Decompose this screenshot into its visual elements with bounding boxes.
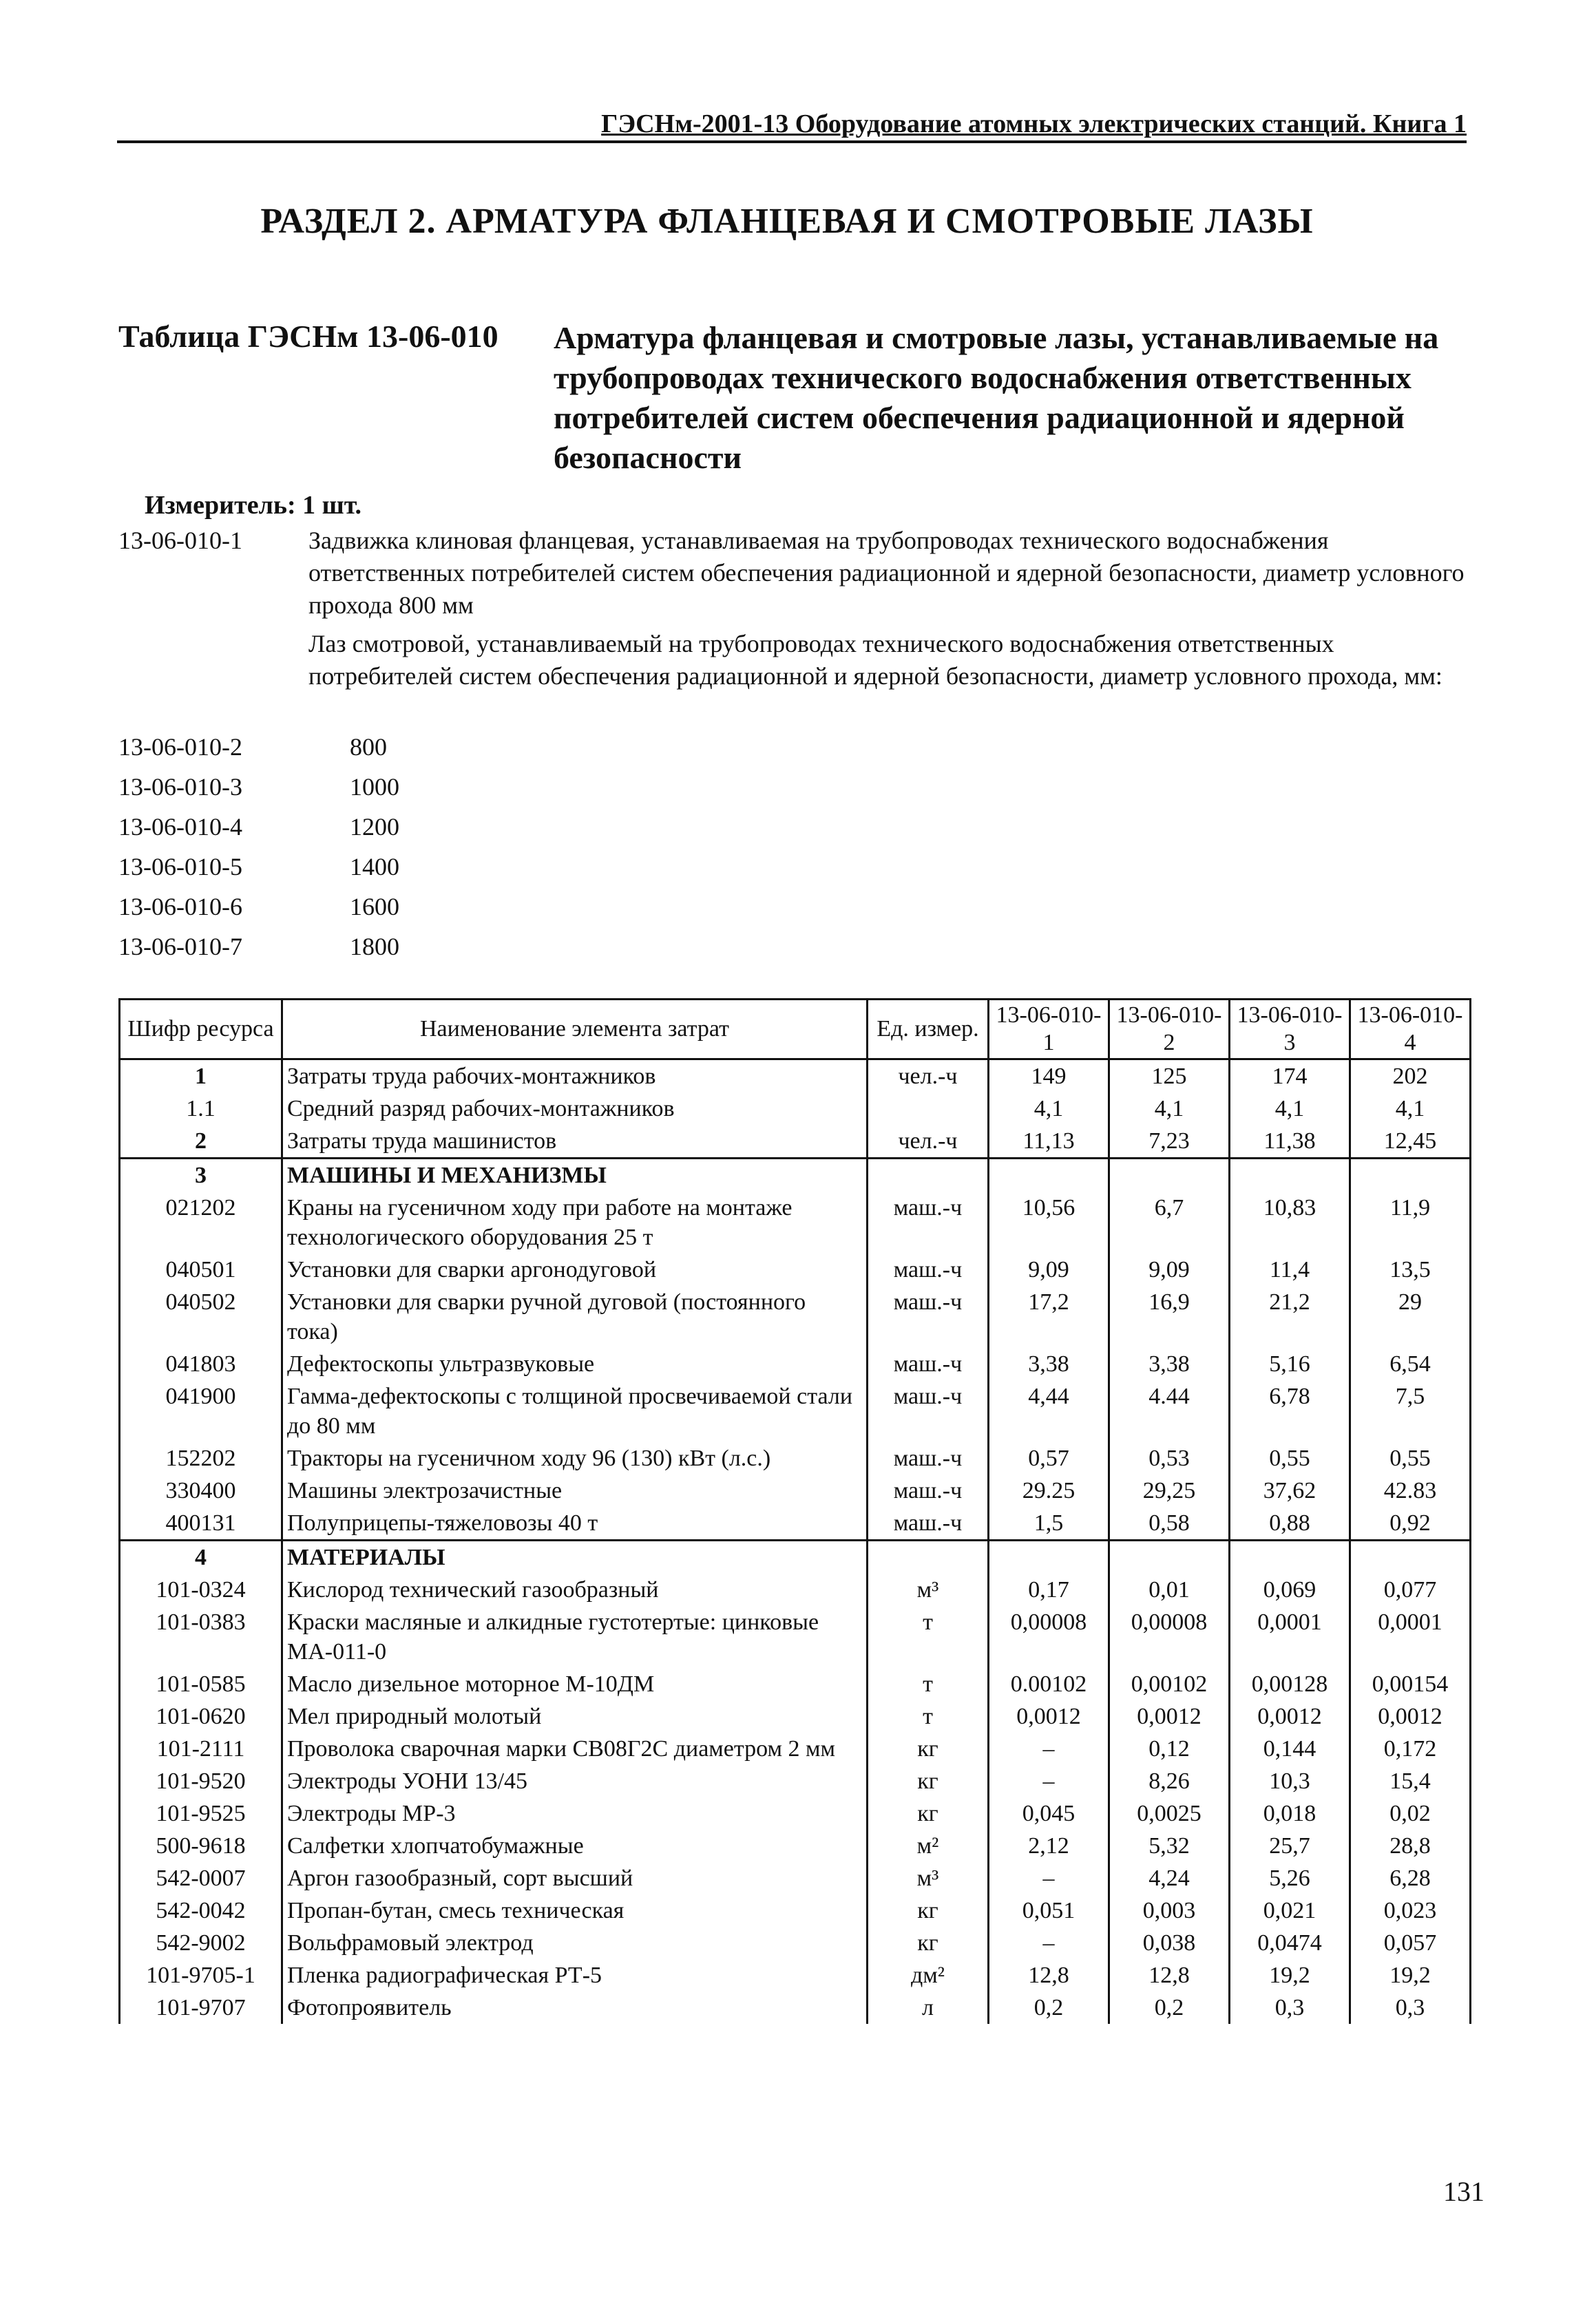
cell-norm-3: 25,7 [1230,1830,1350,1862]
cell-norm-3: 5,16 [1230,1348,1350,1380]
cell-norm-3: 4,1 [1230,1092,1350,1125]
item-code: 13-06-010-4 [118,813,242,841]
cell-norm-4: 0,55 [1350,1442,1471,1475]
cell-norm-4: 0,0001 [1350,1606,1471,1668]
cell-norm-3: 11,4 [1230,1254,1350,1286]
cell-norm-3: 0,55 [1230,1442,1350,1475]
cell-code: 101-0324 [120,1574,282,1606]
cell-norm-3: 0,0001 [1230,1606,1350,1668]
cell-code: 2 [120,1125,282,1159]
cell-code: 101-9707 [120,1992,282,2024]
cell-code: 041803 [120,1348,282,1380]
cell-norm-4: 0,3 [1350,1992,1471,2024]
cell-norm-1: 0,045 [989,1797,1109,1830]
cell-code: 101-0620 [120,1700,282,1733]
cell-norm-1: 29.25 [989,1475,1109,1507]
cell-norm-4: 0,02 [1350,1797,1471,1830]
cell-norm-2: 4,24 [1109,1862,1230,1894]
table-row [120,1927,1471,1959]
item-description: Задвижка клиновая фланцевая, устанавливаемая на трубопроводах технического водоснабжения ответственных потребителей систем обеспечения радиационной и ядерной безопасности, диаметр условного прохода 800 мм [308,527,1465,619]
cell-norm-4: 19,2 [1350,1959,1471,1992]
item-diameter: 1400 [350,853,399,880]
table-row [120,1668,1471,1700]
cell-name: Пропан-бутан, смесь техническая [282,1894,868,1927]
cell-norm-1: 0,00008 [989,1606,1109,1668]
item-code: 13-06-010-3 [118,773,242,801]
cell-unit: кг [868,1765,989,1797]
cell-norm-3: 0,021 [1230,1894,1350,1927]
cell-name: Установки для сварки ручной дуговой (постоянного тока) [282,1286,868,1348]
cell-norm-2: 7,23 [1109,1125,1230,1159]
cell-norm-3: 0,00128 [1230,1668,1350,1700]
cell-unit: маш.-ч [868,1442,989,1475]
header-norm-3: 13-06-010-3 [1230,1000,1350,1059]
cell-norm-2: 0,00008 [1109,1606,1230,1668]
cell-norm-3: 10,3 [1230,1765,1350,1797]
header-norm-2: 13-06-010-2 [1109,1000,1230,1059]
cell-code: 500-9618 [120,1830,282,1862]
cell-norm-2: 5,32 [1109,1830,1230,1862]
item-code: 13-06-010-7 [118,933,242,960]
cell-code: 542-9002 [120,1927,282,1959]
cell-name: Установки для сварки аргонодуговой [282,1254,868,1286]
cell-code: 1.1 [120,1092,282,1125]
cell-name: Затраты труда рабочих-монтажников [282,1059,868,1093]
cell-norm-4: 7,5 [1350,1380,1471,1442]
table-row [120,1574,1471,1606]
page-number: 131 [1443,2176,1484,2207]
table-row [120,1125,1471,1159]
table-row [120,1380,1471,1442]
cell-norm-4: 11,9 [1350,1192,1471,1254]
table-row [120,1959,1471,1992]
cell-norm-1: 2,12 [989,1830,1109,1862]
cell-norm-3 [1230,1541,1350,1574]
cell-unit: маш.-ч [868,1507,989,1541]
resource-table [118,998,1471,2024]
cell-norm-2: 8,26 [1109,1765,1230,1797]
cell-norm-2 [1109,1541,1230,1574]
cell-norm-4 [1350,1541,1471,1574]
table-row [120,1992,1471,2024]
cell-norm-4 [1350,1159,1471,1192]
table-row [120,1700,1471,1733]
header-norm-4: 13-06-010-4 [1350,1000,1471,1059]
cell-code: 4 [120,1541,282,1574]
cell-name: Гамма-дефектоскопы с толщиной просвечиваемой стали до 80 мм [282,1380,868,1442]
cell-norm-1: 0.00102 [989,1668,1109,1700]
cell-name: МАТЕРИАЛЫ [282,1541,868,1574]
cell-norm-4: 202 [1350,1059,1471,1093]
cell-name: Полуприцепы-тяжеловозы 40 т [282,1507,868,1541]
cell-code: 101-9525 [120,1797,282,1830]
cell-norm-2: 0,0025 [1109,1797,1230,1830]
table-row [120,1442,1471,1475]
cell-norm-2: 12,8 [1109,1959,1230,1992]
cell-norm-2: 125 [1109,1059,1230,1093]
cell-norm-2: 0,12 [1109,1733,1230,1765]
cell-code: 041900 [120,1380,282,1442]
cell-unit: кг [868,1797,989,1830]
cell-unit: т [868,1668,989,1700]
cell-norm-4: 12,45 [1350,1125,1471,1159]
cell-name: Кислород технический газообразный [282,1574,868,1606]
cell-unit: маш.-ч [868,1348,989,1380]
header-name: Наименование элемента затрат [282,1000,868,1059]
item-code: 13-06-010-5 [118,853,242,880]
cell-norm-3: 10,83 [1230,1192,1350,1254]
cell-unit: кг [868,1894,989,1927]
cell-norm-1: 4,1 [989,1092,1109,1125]
item-code: 13-06-010-6 [118,893,242,920]
cell-unit: дм² [868,1959,989,1992]
cell-code: 101-0585 [120,1668,282,1700]
cell-name: Проволока сварочная марки СВ08Г2С диаметром 2 мм [282,1733,868,1765]
cell-norm-4: 0,00154 [1350,1668,1471,1700]
cell-unit: чел.-ч [868,1059,989,1093]
table-label: Таблица ГЭСНм 13-06-010 [118,319,499,354]
table-row [120,1286,1471,1348]
item-diameter: 1600 [350,893,399,920]
cell-norm-2: 6,7 [1109,1192,1230,1254]
table-row [120,1092,1471,1125]
cell-name: Салфетки хлопчатобумажные [282,1830,868,1862]
group-description: Лаз смотровой, устанавливаемый на трубопроводах технического водоснабжения ответственных потребителей систем обеспечения радиационной и ядерной безопасности, диаметр условного прохода, мм: [308,630,1442,690]
cell-norm-2: 16,9 [1109,1286,1230,1348]
cell-unit: маш.-ч [868,1192,989,1254]
cell-unit [868,1092,989,1125]
section-title: РАЗДЕЛ 2. АРМАТУРА ФЛАНЦЕВАЯ И СМОТРОВЫЕ ЛАЗЫ [260,202,1314,241]
cell-norm-2: 0,00102 [1109,1668,1230,1700]
cell-unit: маш.-ч [868,1286,989,1348]
cell-norm-4: 0,172 [1350,1733,1471,1765]
cell-norm-4: 0,0012 [1350,1700,1471,1733]
header-unit: Ед. измер. [868,1000,989,1059]
table-row [120,1348,1471,1380]
cell-name: Краски масляные и алкидные густотертые: цинковые МА-011-0 [282,1606,868,1668]
cell-norm-1: 9,09 [989,1254,1109,1286]
item-code: 13-06-010-1 [118,527,242,554]
item-diameter: 800 [350,733,387,761]
cell-norm-4: 0,92 [1350,1507,1471,1541]
cell-name: Пленка радиографическая РТ-5 [282,1959,868,1992]
table-row [120,1830,1471,1862]
cell-norm-1: 1,5 [989,1507,1109,1541]
cell-norm-1: – [989,1862,1109,1894]
cell-unit: кг [868,1733,989,1765]
cell-norm-1 [989,1159,1109,1192]
cell-unit: м³ [868,1862,989,1894]
cell-name: Фотопроявитель [282,1992,868,2024]
cell-norm-2: 0,01 [1109,1574,1230,1606]
table-row [120,1862,1471,1894]
cell-norm-2: 0,2 [1109,1992,1230,2024]
cell-norm-2: 0,58 [1109,1507,1230,1541]
cell-code: 101-2111 [120,1733,282,1765]
table-header-row [120,1000,1471,1059]
cell-norm-2: 0,038 [1109,1927,1230,1959]
cell-norm-4: 29 [1350,1286,1471,1348]
cell-norm-3: 0,069 [1230,1574,1350,1606]
cell-norm-1: 0,2 [989,1992,1109,2024]
table-row [120,1507,1471,1541]
cell-name: Аргон газообразный, сорт высший [282,1862,868,1894]
cell-norm-3: 19,2 [1230,1959,1350,1992]
cell-norm-1: 0,17 [989,1574,1109,1606]
cell-norm-4: 15,4 [1350,1765,1471,1797]
cell-norm-1: 17,2 [989,1286,1109,1348]
cell-norm-1: 12,8 [989,1959,1109,1992]
cell-norm-1: 4,44 [989,1380,1109,1442]
cell-norm-1: 10,56 [989,1192,1109,1254]
cell-norm-1: – [989,1733,1109,1765]
cell-unit: маш.-ч [868,1475,989,1507]
table-row [120,1606,1471,1668]
cell-norm-1: 149 [989,1059,1109,1093]
table-row [120,1475,1471,1507]
cell-norm-3: 21,2 [1230,1286,1350,1348]
cell-unit: т [868,1606,989,1668]
cell-code: 040501 [120,1254,282,1286]
cell-code: 101-9520 [120,1765,282,1797]
table-row [120,1159,1471,1192]
cell-norm-3: 0,0012 [1230,1700,1350,1733]
cell-norm-3: 0,018 [1230,1797,1350,1830]
header-norm-1: 13-06-010-1 [989,1000,1109,1059]
cell-norm-3: 174 [1230,1059,1350,1093]
cell-code: 330400 [120,1475,282,1507]
cell-code: 152202 [120,1442,282,1475]
table-row [120,1254,1471,1286]
cell-name: МАШИНЫ И МЕХАНИЗМЫ [282,1159,868,1192]
cell-unit: л [868,1992,989,2024]
table-row [120,1541,1471,1574]
item-diameter: 1000 [350,773,399,801]
cell-unit: кг [868,1927,989,1959]
cell-norm-4: 28,8 [1350,1830,1471,1862]
measure-unit: Измеритель: 1 шт. [145,491,362,520]
cell-norm-4: 6,28 [1350,1862,1471,1894]
cell-norm-4: 0,057 [1350,1927,1471,1959]
cell-norm-1: 0,0012 [989,1700,1109,1733]
cell-norm-2: 0,0012 [1109,1700,1230,1733]
cell-name: Затраты труда машинистов [282,1125,868,1159]
table-row [120,1059,1471,1093]
cell-norm-2: 4.44 [1109,1380,1230,1442]
cell-unit: маш.-ч [868,1380,989,1442]
header-code: Шифр ресурса [120,1000,282,1059]
cell-norm-3: 0,3 [1230,1992,1350,2024]
table-row [120,1733,1471,1765]
cell-norm-2: 3,38 [1109,1348,1230,1380]
table-row [120,1765,1471,1797]
item-diameter: 1200 [350,813,399,841]
cell-norm-1: – [989,1927,1109,1959]
cell-code: 542-0042 [120,1894,282,1927]
cell-code: 101-0383 [120,1606,282,1668]
cell-norm-2: 0,003 [1109,1894,1230,1927]
cell-norm-3: 0,88 [1230,1507,1350,1541]
cell-norm-3: 5,26 [1230,1862,1350,1894]
cell-norm-1: 0,57 [989,1442,1109,1475]
cell-norm-4: 0,023 [1350,1894,1471,1927]
cell-unit [868,1159,989,1192]
item-diameter: 1800 [350,933,399,960]
cell-code: 021202 [120,1192,282,1254]
cell-norm-1: 0,051 [989,1894,1109,1927]
cell-norm-2: 4,1 [1109,1092,1230,1125]
cell-unit: т [868,1700,989,1733]
cell-norm-2: 9,09 [1109,1254,1230,1286]
cell-unit: м³ [868,1574,989,1606]
cell-name: Краны на гусеничном ходу при работе на монтаже технологического оборудования 25 т [282,1192,868,1254]
table-title: Арматура фланцевая и смотровые лазы, устанавливаемые на трубопроводах технического водоснабжения ответственных потребителей систем обеспечения радиационной и ядерной безопасности [554,320,1439,475]
cell-name: Машины электрозачистные [282,1475,868,1507]
cell-code: 400131 [120,1507,282,1541]
cell-norm-4: 42.83 [1350,1475,1471,1507]
cell-norm-4: 0,077 [1350,1574,1471,1606]
cell-norm-1: 11,13 [989,1125,1109,1159]
cell-norm-3 [1230,1159,1350,1192]
cell-norm-2: 29,25 [1109,1475,1230,1507]
table-row [120,1894,1471,1927]
cell-norm-1 [989,1541,1109,1574]
cell-name: Масло дизельное моторное М-10ДМ [282,1668,868,1700]
cell-name: Мел природный молотый [282,1700,868,1733]
cell-code: 101-9705-1 [120,1959,282,1992]
cell-unit: чел.-ч [868,1125,989,1159]
cell-norm-2 [1109,1159,1230,1192]
cell-name: Средний разряд рабочих-монтажников [282,1092,868,1125]
cell-name: Электроды МР-3 [282,1797,868,1830]
table-row [120,1797,1471,1830]
cell-unit [868,1541,989,1574]
cell-code: 542-0007 [120,1862,282,1894]
cell-norm-4: 13,5 [1350,1254,1471,1286]
cell-name: Тракторы на гусеничном ходу 96 (130) кВт (л.с.) [282,1442,868,1475]
item-code: 13-06-010-2 [118,733,242,761]
cell-name: Дефектоскопы ультразвуковые [282,1348,868,1380]
cell-norm-3: 37,62 [1230,1475,1350,1507]
table-row [120,1192,1471,1254]
cell-norm-4: 6,54 [1350,1348,1471,1380]
cell-norm-3: 0,144 [1230,1733,1350,1765]
cell-norm-1: 3,38 [989,1348,1109,1380]
cell-norm-3: 11,38 [1230,1125,1350,1159]
cell-unit: маш.-ч [868,1254,989,1286]
running-header: ГЭСНм-2001-13 Оборудование атомных электрических станций. Книга 1 [117,109,1467,143]
cell-code: 040502 [120,1286,282,1348]
cell-norm-1: – [989,1765,1109,1797]
cell-name: Электроды УОНИ 13/45 [282,1765,868,1797]
cell-code: 1 [120,1059,282,1093]
cell-norm-3: 6,78 [1230,1380,1350,1442]
cell-norm-4: 4,1 [1350,1092,1471,1125]
cell-code: 3 [120,1159,282,1192]
cell-name: Вольфрамовый электрод [282,1927,868,1959]
cell-unit: м² [868,1830,989,1862]
cell-norm-2: 0,53 [1109,1442,1230,1475]
cell-norm-3: 0,0474 [1230,1927,1350,1959]
